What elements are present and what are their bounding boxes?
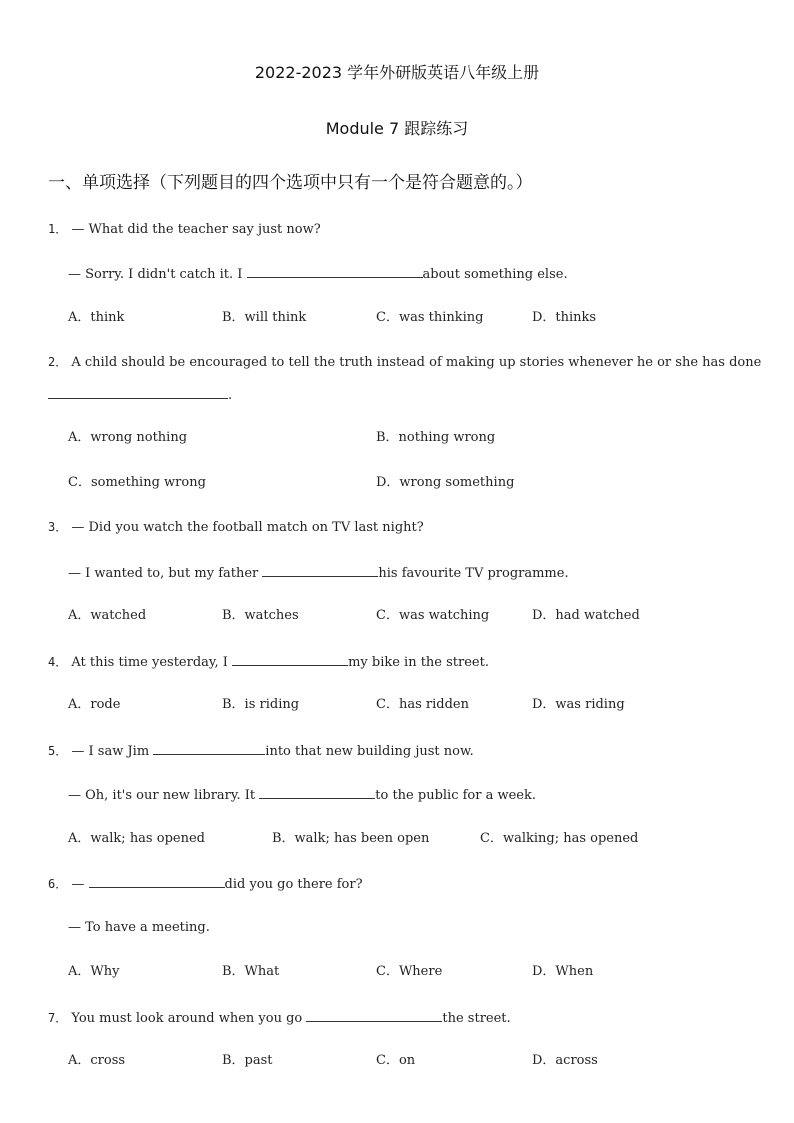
question-3-answer-line <box>68 563 569 583</box>
option-c[interactable]: C．on <box>376 1053 416 1068</box>
question-5-stem <box>48 741 474 761</box>
question-number: 6． <box>48 877 68 891</box>
question-7-stem <box>48 1008 511 1028</box>
answer-blank[interactable] <box>232 652 348 666</box>
option-a[interactable]: A．walk; has opened <box>68 831 205 846</box>
option-c[interactable]: C．walking; has opened <box>480 831 639 846</box>
question-text: my bike in the street. <box>348 655 489 670</box>
answer-blank[interactable] <box>89 874 225 888</box>
option-c[interactable]: C．has ridden <box>376 697 469 712</box>
answer-blank[interactable] <box>48 385 228 399</box>
question-number: 5． <box>48 744 68 758</box>
question-text: A child should be encouraged to tell the truth instead of making up stories whenever he or she has done <box>71 355 762 370</box>
option-a[interactable]: A．wrong nothing <box>68 430 188 445</box>
answer-blank[interactable] <box>306 1008 442 1022</box>
question-text: about something else. <box>422 267 568 282</box>
option-c[interactable]: C．was thinking <box>376 310 484 325</box>
question-text: — What did the teacher say just now? <box>71 222 321 237</box>
question-text: — <box>71 877 85 892</box>
question-6-reply <box>68 919 210 937</box>
option-a[interactable]: A．watched <box>68 608 147 623</box>
question-text: — I saw Jim <box>71 744 150 759</box>
question-text: did you go there for? <box>224 877 363 892</box>
option-a[interactable]: A．think <box>68 310 125 325</box>
question-number: 3． <box>48 520 68 534</box>
question-number: 2． <box>48 355 68 369</box>
answer-blank[interactable] <box>247 264 423 278</box>
option-d[interactable]: D．across <box>532 1053 598 1068</box>
question-text: — To have a meeting. <box>68 920 210 935</box>
question-text: his favourite TV programme. <box>378 566 569 581</box>
document-subtitle: Module 7 跟踪练习 <box>325 119 469 138</box>
document-title: 2022-2023 学年外研版英语八年级上册 <box>254 63 540 82</box>
option-a[interactable]: A．cross <box>68 1053 126 1068</box>
option-c[interactable]: C．was watching <box>376 608 490 623</box>
question-2-stem <box>48 353 761 372</box>
option-b[interactable]: B．walk; has been open <box>272 831 430 846</box>
question-1-stem <box>48 220 321 239</box>
option-c[interactable]: C．Where <box>376 964 443 979</box>
option-d[interactable]: D．had watched <box>532 608 640 623</box>
answer-blank[interactable] <box>259 785 375 799</box>
option-a[interactable]: A．rode <box>68 697 121 712</box>
question-text: — Sorry. I didn't catch it. I <box>68 267 243 282</box>
question-2-blank-line <box>48 385 232 405</box>
question-text: — Oh, it's our new library. It <box>68 788 256 803</box>
question-number: 4． <box>48 655 68 669</box>
option-b[interactable]: B．will think <box>222 310 307 325</box>
option-b[interactable]: B．What <box>222 964 280 979</box>
question-number: 1． <box>48 222 68 236</box>
question-text: At this time yesterday, I <box>71 655 228 670</box>
question-text: You must look around when you go <box>71 1011 303 1026</box>
question-4-stem <box>48 652 489 672</box>
option-c[interactable]: C．something wrong <box>68 475 206 490</box>
answer-blank[interactable] <box>262 563 378 577</box>
question-text: into that new building just now. <box>265 744 474 759</box>
question-text: — Did you watch the football match on TV last night? <box>71 520 424 535</box>
question-text: the street. <box>442 1011 511 1026</box>
option-d[interactable]: D．thinks <box>532 310 597 325</box>
question-text: — I wanted to, but my father <box>68 566 259 581</box>
option-d[interactable]: D．wrong something <box>376 475 515 490</box>
question-5-answer-line <box>68 785 536 805</box>
question-number: 7． <box>48 1011 68 1025</box>
option-d[interactable]: D．When <box>532 964 594 979</box>
question-text: to the public for a week. <box>375 788 537 803</box>
option-b[interactable]: B．is riding <box>222 697 300 712</box>
option-d[interactable]: D．was riding <box>532 697 625 712</box>
question-1-answer-line <box>68 264 568 284</box>
question-text: . <box>228 388 233 403</box>
option-a[interactable]: A．Why <box>68 964 120 979</box>
question-3-stem <box>48 518 424 537</box>
answer-blank[interactable] <box>153 741 265 755</box>
option-b[interactable]: B．past <box>222 1053 273 1068</box>
option-b[interactable]: B．watches <box>222 608 299 623</box>
option-b[interactable]: B．nothing wrong <box>376 430 496 445</box>
question-6-stem <box>48 874 363 894</box>
section-heading: 一、单项选择（下列题目的四个选项中只有一个是符合题意的。） <box>48 173 533 193</box>
